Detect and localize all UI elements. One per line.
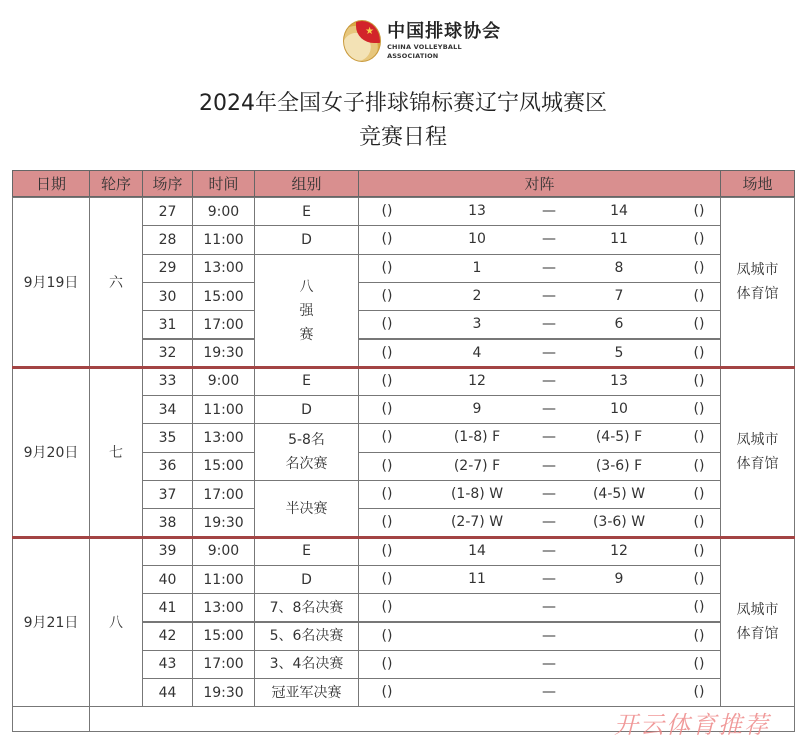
match-number: 42 [142,622,193,651]
team-a: 13 [468,203,486,219]
team-a: (1-8) W [450,486,504,502]
score-right: () [693,486,705,502]
match-time: 19:30 [192,339,255,368]
page-title: 2024年全国女子排球锦标赛辽宁凤城赛区 [199,91,607,116]
group-label: 7、8名决赛 [269,599,344,616]
score-right: () [693,514,705,531]
score-left: () [381,231,393,248]
header-match-no: 场序 [142,170,193,197]
matchup-row [358,537,721,566]
versus-dash: — [542,627,556,644]
score-right: () [693,542,705,559]
matchup-row [358,622,721,651]
score-right: () [693,570,705,587]
group-label-char: 八 [299,278,314,295]
score-right: () [693,401,705,418]
versus-dash: — [542,287,556,304]
page-subtitle: 竞赛日程 [358,125,447,150]
group-label-line: 5-8名 [288,432,325,449]
team-b: 8 [614,259,624,276]
versus-dash: — [542,599,556,616]
group-label: E [302,373,311,390]
team-b: (4-5) F [595,429,643,446]
score-right: () [693,627,705,644]
score-left: () [381,372,393,389]
team-a: 3 [472,316,482,333]
match-time: 11:00 [192,565,255,594]
score-left: () [381,203,393,219]
versus-dash: — [542,486,556,502]
venue-cell [720,197,795,368]
matchup-row [358,339,721,368]
match-number: 44 [142,678,193,707]
score-left: () [381,401,393,418]
match-number: 36 [142,452,193,481]
versus-dash: — [542,542,556,559]
score-left: () [381,627,393,644]
matchup-row [358,282,721,311]
score-left: () [381,429,393,446]
score-left: () [381,259,393,276]
match-time: 9:00 [192,367,255,396]
versus-dash: — [542,231,556,248]
logo-name-en: CHINA VOLLEYBALL ASSOCIATION [387,43,462,60]
matchup-row [358,565,721,594]
matchup-row [358,225,721,254]
match-time: 13:00 [192,423,255,452]
group-label: D [301,401,312,418]
matchup-row [358,197,721,226]
team-b: 11 [610,231,628,248]
team-b: 6 [614,316,624,333]
team-a: (1-8) F [453,429,501,446]
match-time: 15:00 [192,622,255,651]
score-left: () [381,570,393,587]
venue-cell [720,537,795,708]
venue-line: 体育馆 [736,625,779,642]
match-time: 17:00 [192,480,255,509]
logo-name-cn: 中国排球协会 [387,21,502,42]
header-venue: 场地 [720,170,795,197]
venue-line: 体育馆 [736,456,779,473]
matchup-row [358,593,721,622]
volleyball-emblem-icon: ★ [343,20,381,62]
score-right: () [693,429,705,446]
score-left: () [381,542,393,559]
venue-line: 凤城市 [736,601,779,618]
matchup-row [358,395,721,424]
match-time: 15:00 [192,452,255,481]
match-number: 41 [142,593,193,622]
match-number: 31 [142,310,193,339]
header-time: 时间 [192,170,255,197]
versus-dash: — [542,203,556,219]
day-divider [12,536,795,539]
group-label: 冠亚军决赛 [271,684,342,701]
footer-empty-cell [12,706,90,732]
team-b: (3-6) F [595,457,643,474]
score-right: () [693,599,705,616]
score-right: () [693,344,705,361]
score-left: () [381,344,393,361]
header-group: 组别 [254,170,359,197]
match-time: 15:00 [192,282,255,311]
group-label: 3、4名决赛 [269,656,344,673]
header-date: 日期 [12,170,90,197]
match-time: 13:00 [192,593,255,622]
score-right: () [693,316,705,333]
versus-dash: — [542,684,556,701]
group-label: E [302,203,311,220]
matchup-row [358,650,721,679]
group-label: E [302,543,311,560]
team-b: (4-5) W [592,486,646,502]
venue-line: 凤城市 [736,432,779,449]
team-b: 14 [610,203,628,219]
matchup-row [358,452,721,481]
date-cell: 9月21日 [12,537,90,708]
match-number: 43 [142,650,193,679]
match-number: 29 [142,254,193,283]
versus-dash: — [542,570,556,587]
venue-cell [720,367,795,538]
versus-dash: — [542,429,556,446]
matchup-row [358,508,721,537]
score-left: () [381,599,393,616]
group-label-char: 赛 [299,326,314,343]
score-left: () [381,316,393,333]
versus-dash: — [542,316,556,333]
venue-line: 凤城市 [736,262,779,279]
group-label-char: 强 [299,302,314,319]
match-number: 33 [142,367,193,396]
versus-dash: — [542,655,556,672]
match-number: 27 [142,197,193,226]
versus-dash: — [542,457,556,474]
score-right: () [693,287,705,304]
score-left: () [381,457,393,474]
versus-dash: — [542,344,556,361]
match-number: 28 [142,225,193,254]
team-a: 11 [468,570,486,587]
matchup-row [358,310,721,339]
match-number: 40 [142,565,193,594]
versus-dash: — [542,514,556,531]
venue-line: 体育馆 [736,286,779,303]
score-right: () [693,684,705,701]
match-number: 35 [142,423,193,452]
match-number: 30 [142,282,193,311]
date-cell: 9月20日 [12,367,90,538]
group-label: D [301,571,312,588]
score-right: () [693,655,705,672]
team-b: 7 [614,287,624,304]
team-a: 2 [472,287,482,304]
group-label: 半决赛 [285,500,328,517]
match-time: 19:30 [192,678,255,707]
versus-dash: — [542,259,556,276]
matchup-row [358,678,721,707]
header-round: 轮序 [89,170,143,197]
team-a: (2-7) W [450,514,504,531]
score-right: () [693,457,705,474]
match-number: 38 [142,508,193,537]
team-b: 5 [614,344,624,361]
match-number: 37 [142,480,193,509]
round-cell: 七 [89,367,143,538]
group-label-line: 名次赛 [285,456,328,473]
score-right: () [693,231,705,248]
score-left: () [381,287,393,304]
team-a: 12 [468,372,486,389]
score-left: () [381,514,393,531]
score-left: () [381,486,393,502]
header-matchup: 对阵 [358,170,721,197]
group-label: 5、6名决赛 [269,628,344,645]
match-time: 13:00 [192,254,255,283]
match-time: 11:00 [192,395,255,424]
team-b: 10 [610,401,628,418]
team-b: (3-6) W [592,514,646,531]
score-left: () [381,655,393,672]
team-b: 12 [610,542,628,559]
round-cell: 六 [89,197,143,368]
team-b: 9 [614,570,624,587]
team-a: 14 [468,542,486,559]
day-divider [12,366,795,369]
date-cell: 9月19日 [12,197,90,368]
association-logo [343,16,503,66]
group-label: D [301,231,312,248]
matchup-row [358,254,721,283]
match-number: 34 [142,395,193,424]
round-cell: 八 [89,537,143,708]
match-number: 32 [142,339,193,368]
match-time: 9:00 [192,197,255,226]
versus-dash: — [542,401,556,418]
team-a: 10 [468,231,486,248]
score-right: () [693,372,705,389]
match-time: 17:00 [192,310,255,339]
versus-dash: — [542,372,556,389]
match-time: 11:00 [192,225,255,254]
team-a: 4 [472,344,482,361]
score-right: () [693,203,705,219]
match-number: 39 [142,537,193,566]
score-right: () [693,259,705,276]
match-time: 19:30 [192,508,255,537]
team-a: 1 [472,259,482,276]
matchup-row [358,480,721,509]
team-a: (2-7) F [453,457,501,474]
match-time: 17:00 [192,650,255,679]
score-left: () [381,684,393,701]
match-time: 9:00 [192,537,255,566]
matchup-row [358,423,721,452]
matchup-row [358,367,721,396]
watermark: 开云体育推荐 [614,711,770,739]
team-b: 13 [610,372,628,389]
team-a: 9 [472,401,482,418]
